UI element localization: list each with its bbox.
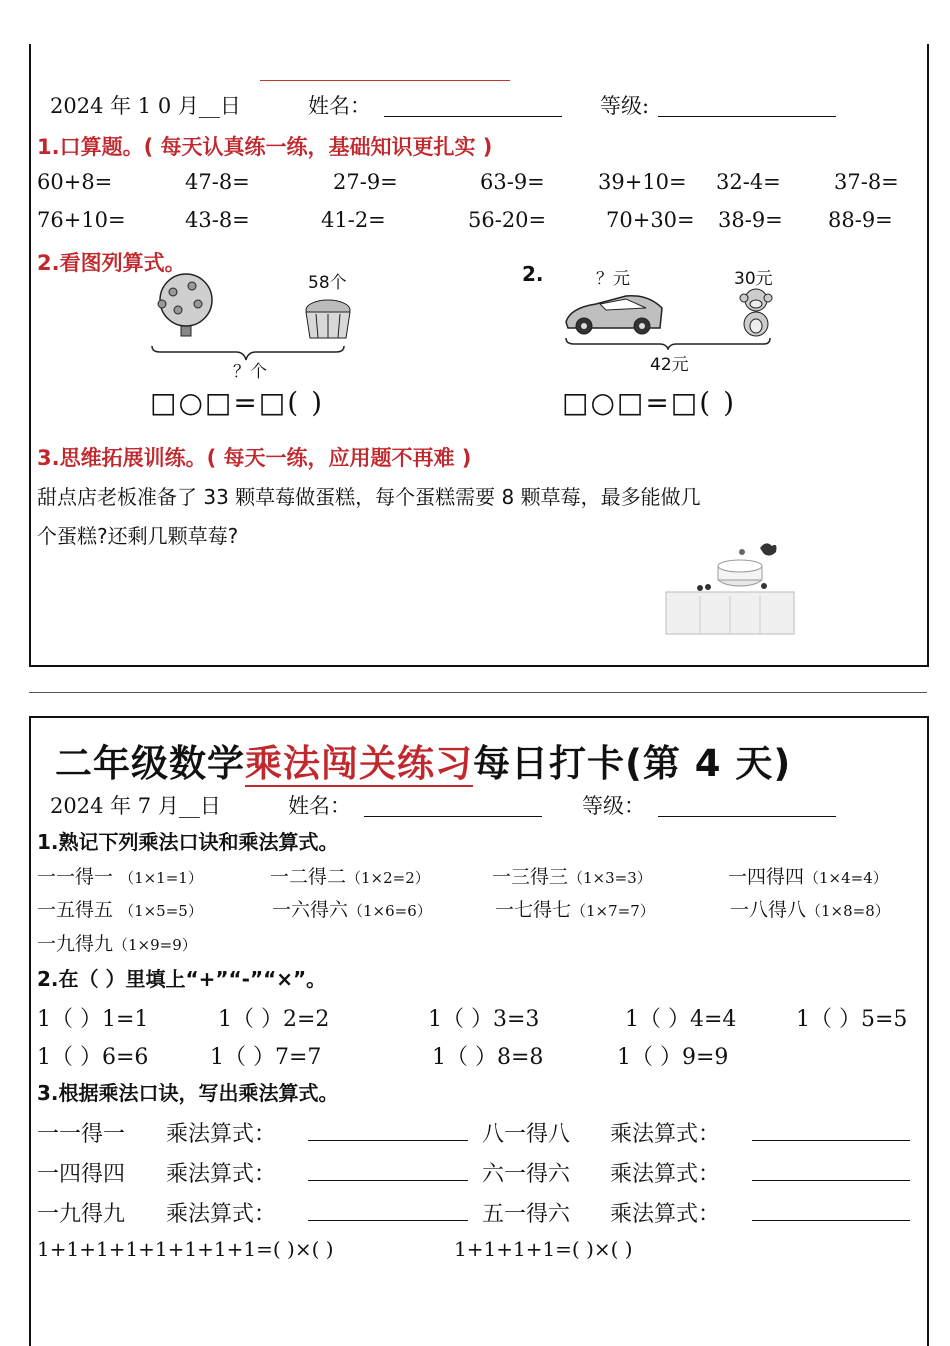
verse-right: 八一得八 <box>482 1122 571 1147</box>
equation-template-left[interactable]: □○□=□( ) <box>150 386 325 419</box>
verse-right: 六一得六 <box>482 1162 571 1187</box>
section2-title: 2.看图列算式。 <box>37 251 186 275</box>
grade-label: 等级: <box>600 94 650 118</box>
title-suffix: 每日打卡(第 4 天) <box>473 742 792 785</box>
grade-input[interactable] <box>658 796 836 817</box>
grade-label: 等级： <box>582 794 645 818</box>
worksheet-divider <box>29 692 927 693</box>
oral-equation: 88-9= <box>828 208 893 232</box>
oral-equation: 60+8= <box>37 170 113 194</box>
verse-right: 五一得六 <box>482 1202 571 1227</box>
operator-fill-item[interactable]: 1（ ）3=3 <box>428 1007 540 1032</box>
equation-answer-input[interactable] <box>752 1200 910 1221</box>
oral-equation: 32-4= <box>716 170 781 194</box>
equation-label: 乘法算式： <box>610 1122 721 1147</box>
title-prefix: 二年级数学 <box>55 742 245 785</box>
name-label: 姓名： <box>308 94 371 118</box>
operator-fill-item[interactable]: 1（ ）4=4 <box>625 1007 737 1032</box>
multiplication-fact: 一三得三（1×3=3） <box>492 866 652 888</box>
word-problem-line1: 甜点店老板准备了 33 颗草莓做蛋糕，每个蛋糕需要 8 颗草莓，最多能做几 <box>37 485 701 509</box>
car-price-label: ？元 <box>596 269 630 289</box>
repeated-addition-1[interactable]: 1+1+1+1+1+1+1+1=( )×( ) <box>37 1237 334 1261</box>
section1-title: 1.口算题。( 每天认真练一练，基础知识更扎实 ) <box>37 135 493 159</box>
multiplication-fact: 一八得八（1×8=8） <box>730 899 890 921</box>
problem-number: 2. <box>522 262 544 286</box>
repeated-addition-2[interactable]: 1+1+1+1=( )×( ) <box>454 1237 633 1261</box>
multiplication-fact: 一九得九（1×9=9） <box>37 933 197 955</box>
section1-title: 1.熟记下列乘法口诀和乘法算式。 <box>37 830 339 854</box>
equation-answer-input[interactable] <box>308 1160 468 1181</box>
oral-equation: 43-8= <box>185 208 250 232</box>
multiplication-fact: 一七得七（1×7=7） <box>495 899 655 921</box>
equation-answer-input[interactable] <box>308 1200 468 1221</box>
operator-fill-item[interactable]: 1（ ）5=5 <box>796 1007 908 1032</box>
name-label: 姓名： <box>288 794 351 818</box>
name-input[interactable] <box>384 96 562 117</box>
equation-label: 乘法算式： <box>610 1202 721 1227</box>
section3-title: 3.思维拓展训练。( 每天一练，应用题不再难 ) <box>37 446 472 470</box>
oral-equation: 27-9= <box>333 170 398 194</box>
equation-label: 乘法算式： <box>166 1202 277 1227</box>
operator-fill-item[interactable]: 1（ ）2=2 <box>218 1007 330 1032</box>
oral-equation: 41-2= <box>321 208 386 232</box>
name-input[interactable] <box>364 796 542 817</box>
operator-fill-item[interactable]: 1（ ）7=7 <box>210 1045 322 1070</box>
oral-equation: 39+10= <box>598 170 687 194</box>
equation-label: 乘法算式： <box>610 1162 721 1187</box>
monkey-price-label: 30元 <box>734 269 773 289</box>
verse-left: 一九得九 <box>37 1202 126 1227</box>
oral-equation: 70+30= <box>606 208 695 232</box>
basket-count-label: 58个 <box>308 273 347 293</box>
equation-answer-input[interactable] <box>752 1120 910 1141</box>
cake-table-icon <box>660 540 800 636</box>
total-price-label: 42元 <box>650 355 689 375</box>
section2-title: 2.在（ ）里填上“+”“-”“×”。 <box>37 967 327 991</box>
word-problem-line2: 个蛋糕?还剩几颗草莓? <box>37 524 239 548</box>
operator-fill-item[interactable]: 1（ ）8=8 <box>432 1045 544 1070</box>
title-highlight: 乘法闯关练习 <box>245 742 473 785</box>
oral-equation: 63-9= <box>480 170 545 194</box>
operator-fill-item[interactable]: 1（ ）1=1 <box>37 1007 149 1032</box>
equation-answer-input[interactable] <box>752 1160 910 1181</box>
car-monkey-picture <box>556 286 786 350</box>
multiplication-fact: 一四得四（1×4=4） <box>728 866 888 888</box>
multiplication-fact: 一一得一 （1×1=1） <box>37 866 203 888</box>
multiplication-fact: 一六得六（1×6=6） <box>272 899 432 921</box>
operator-fill-item[interactable]: 1（ ）6=6 <box>37 1045 149 1070</box>
verse-left: 一四得四 <box>37 1162 126 1187</box>
date-label: 2024 年 1 0 月__日 <box>50 94 241 118</box>
oral-equation: 76+10= <box>37 208 126 232</box>
equation-answer-input[interactable] <box>308 1120 468 1141</box>
oral-equation: 56-20= <box>468 208 547 232</box>
equation-label: 乘法算式： <box>166 1122 277 1147</box>
toy-car-icon <box>566 296 662 334</box>
oral-equation: 47-8= <box>185 170 250 194</box>
equation-template-right[interactable]: □○□=□( ) <box>562 386 737 419</box>
date-label: 2024 年 7 月__日 <box>50 794 221 818</box>
multiplication-fact: 一五得五 （1×5=5） <box>37 899 203 921</box>
apple-tree-icon <box>158 274 212 336</box>
oral-equation: 38-9= <box>718 208 783 232</box>
title-underline-remnant <box>260 80 510 81</box>
verse-left: 一一得一 <box>37 1122 126 1147</box>
total-apples-label: ？个 <box>233 362 267 382</box>
apple-basket-icon <box>306 300 350 338</box>
toy-monkey-icon <box>740 289 772 336</box>
multiplication-fact: 一二得二（1×2=2） <box>270 866 430 888</box>
worksheet-title <box>55 733 791 787</box>
grade-input[interactable] <box>658 96 836 117</box>
equation-label: 乘法算式： <box>166 1162 277 1187</box>
section3-title: 3.根据乘法口诀，写出乘法算式。 <box>37 1081 339 1105</box>
oral-equation: 37-8= <box>834 170 899 194</box>
operator-fill-item[interactable]: 1（ ）9=9 <box>617 1045 729 1070</box>
